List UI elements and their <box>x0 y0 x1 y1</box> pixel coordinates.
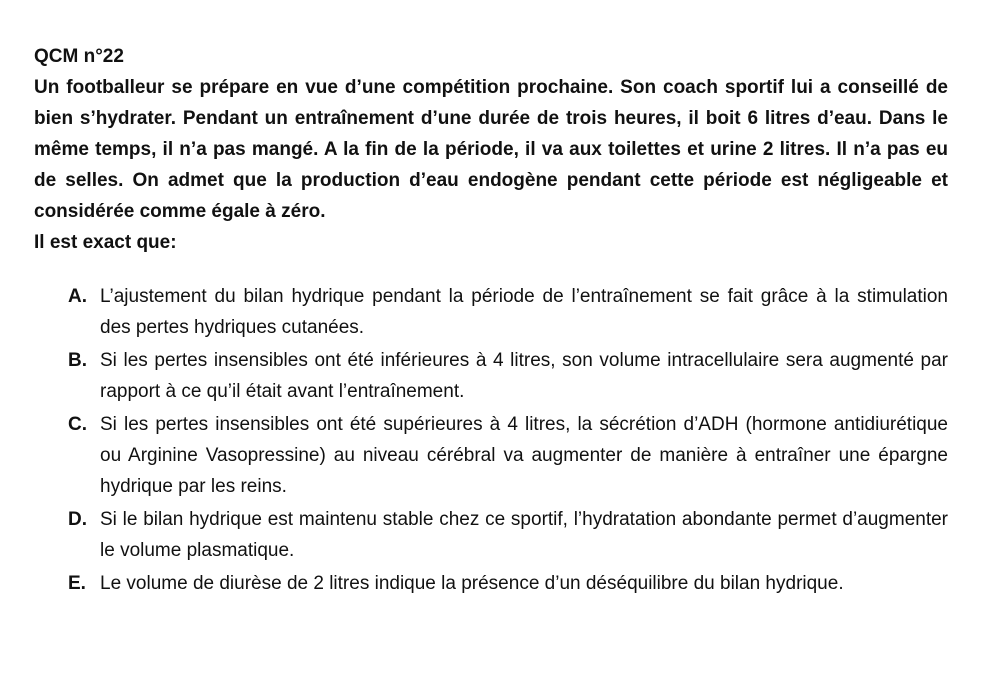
option-text: L’ajustement du bilan hydrique pendant la période de l’entraînement se fait grâce à la stimulation des pertes hydriques cutanées. <box>100 286 948 338</box>
question-stem: Un footballeur se prépare en vue d’une compétition prochaine. Son coach sportif lui a conseillé de bien s’hydrater. Pendant un entraînement d’une durée de trois heures, il boit 6 litres d’eau. Dans le même temps, il n’a pas mangé. A la fin de la période, il va aux toilettes et urine 2 litres. Il n’a pas eu de selles. On admet que la production d’eau endogène pendant cette période est négligeable et considérée comme égale à zéro. <box>34 77 948 222</box>
option-letter: D. <box>68 509 87 530</box>
answer-option-c <box>34 409 948 502</box>
option-text: Le volume de diurèse de 2 litres indique la présence d’un déséquilibre du bilan hydrique. <box>100 573 844 594</box>
answer-option-a <box>34 281 948 343</box>
answer-option-b <box>34 345 948 407</box>
option-letter: E. <box>68 573 86 594</box>
option-letter: A. <box>68 286 87 307</box>
option-text: Si le bilan hydrique est maintenu stable chez ce sportif, l’hydratation abondante permet d’augmenter le volume plasmatique. <box>100 509 948 561</box>
answer-option-e <box>34 568 948 599</box>
option-text: Si les pertes insensibles ont été inférieures à 4 litres, son volume intracellulaire sera augmenté par rapport à ce qu’il était avant l’entraînement. <box>100 350 948 402</box>
question-title: QCM n°22 <box>34 46 124 67</box>
option-letter: C. <box>68 414 87 435</box>
option-text: Si les pertes insensibles ont été supérieures à 4 litres, la sécrétion d’ADH (hormone antidiurétique ou Arginine Vasopressine) au niveau cérébral va augmenter de manière à entraîner une épargne hydrique par les reins. <box>100 414 948 497</box>
question-prompt: Il est exact que: <box>34 232 177 253</box>
answer-options-list <box>34 281 948 599</box>
answer-option-d <box>34 504 948 566</box>
option-letter: B. <box>68 350 87 371</box>
